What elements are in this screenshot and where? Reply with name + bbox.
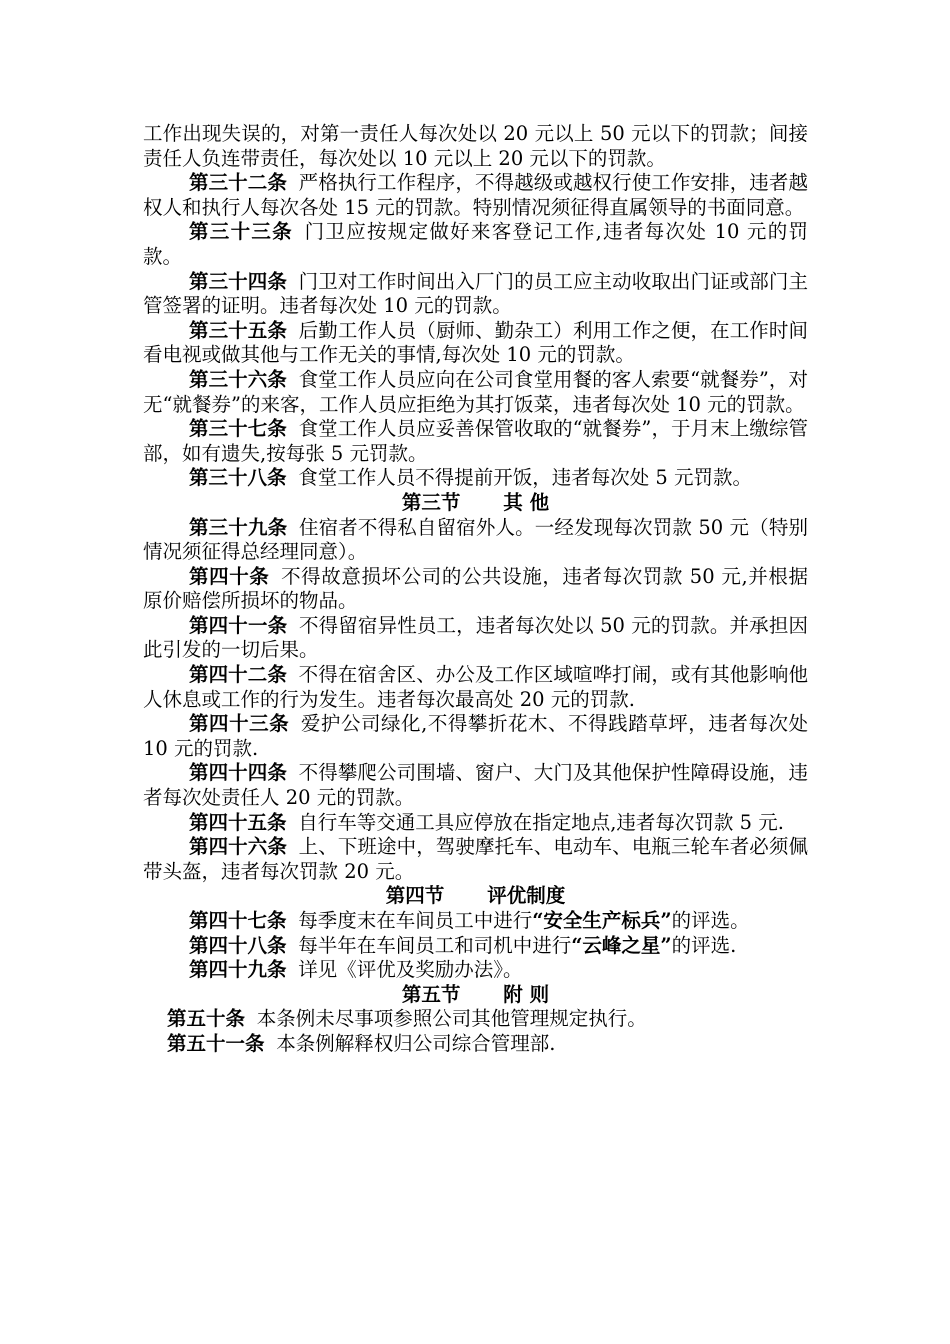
section-title: 评优制度 [487,884,566,908]
section-4-heading [143,884,808,909]
section-label: 第三节 [401,490,461,514]
section-title: 附 则 [503,982,550,1006]
article-50 [143,1007,808,1032]
article-43 [143,712,808,761]
article-number: 第四十四条 [189,761,287,785]
article-number: 第四十一条 [189,613,288,637]
document-page [143,122,808,1057]
article-41 [143,614,808,663]
article-44 [143,761,808,810]
section-title: 其 他 [503,490,550,514]
article-number: 第四十三条 [189,712,290,736]
article-number: 第三十三条 [189,220,293,244]
article-text-end: 的评选。 [671,909,750,932]
award-name: “云峰之星” [571,933,672,957]
continuation-line-1: 工作出现失误的，对第一责任人每次处以 20 元以上 50 元以下的罚 [143,122,730,145]
article-32 [143,171,808,220]
article-51 [143,1032,808,1057]
article-number: 第四十五条 [189,810,287,834]
article-text: 上、下班途中，驾驶摩托车、电动车、电瓶三轮车者必须佩带头盔，违者每次罚款 20 元。 [143,835,808,883]
article-46 [143,835,808,884]
article-text: 不得攀爬公司围墙、窗户、大门及其他保护性障碍设施，违者每次处责任人 20 元的罚款。 [143,761,808,810]
article-text: 严格执行工作程序，不得越级或越权行使工作安排，违者越权人和执行人每次各处 15 元的罚款。特别情况须征得直属领导的书面同意。 [143,171,808,219]
article-text: 每半年在车间员工和司机中进行 [298,933,572,957]
article-34 [143,270,808,319]
article-45 [143,811,808,836]
article-35 [143,319,808,368]
article-number: 第三十八条 [189,466,287,490]
article-text: 后勤工作人员（厨师、勤杂工）利用工作之便，在工作时间看电视或做其他与工作无关的事情,每次处 10 元的罚款。 [143,318,808,367]
article-number: 第三十四条 [189,269,287,293]
article-40 [143,565,808,614]
article-42 [143,663,808,712]
article-number: 第四十八条 [189,933,287,957]
article-number: 第五十一条 [167,1031,265,1055]
article-36 [143,368,808,417]
article-text: 不得在宿舍区、办公及工作区域喧哗打闹，或有其他影响他人休息或工作的行为发生。违者每次最高处 20 元的罚款. [143,663,808,711]
article-text: 本条例未尽事项参照公司其他管理规定执行。 [256,1007,647,1031]
article-39 [143,516,808,565]
article-text-end: 的评选. [671,933,737,957]
section-label: 第五节 [401,982,461,1006]
article-text: 食堂工作人员应向在公司食堂用餐的客人索要“就餐券”，对无“就餐券”的来客，工作人员应拒绝为其打饭菜，违者每次处 10 元的罚款。 [143,367,808,416]
article-text: 爱护公司绿化,不得攀折花木、不得践踏草坪，违者每次处 10 元的罚款. [143,712,808,760]
article-number: 第三十七条 [189,417,287,441]
article-number: 第四十条 [189,564,270,588]
section-label: 第四节 [385,884,445,908]
article-text: 门卫对工作时间出入厂门的员工应主动收取出门证或部门主管签署的证明。违者每次处 10 元的罚款。 [143,269,808,318]
article-38 [143,466,808,491]
section-5-heading [143,983,808,1008]
article-number: 第四十九条 [189,958,287,982]
section-3-heading [143,491,808,516]
article-number: 第四十七条 [189,909,287,932]
article-47 [143,909,808,934]
article-text: 食堂工作人员应妥善保管收取的“就餐券”，于月末上缴综管部，如有遗失,按每张 5 元罚款。 [143,417,808,465]
continuation-paragraph [143,122,808,171]
article-text: 不得故意损坏公司的公共设施，违者每次罚款 50 元,并根据原价赔偿所损坏的物品。 [143,564,808,613]
article-49 [143,958,808,983]
article-number: 第四十六条 [189,835,287,859]
article-number: 第五十条 [167,1007,246,1031]
article-number: 第四十二条 [189,663,287,687]
award-name: “安全生产标兵” [532,909,672,932]
article-number: 第三十九条 [189,515,288,539]
article-text: 本条例解释权归公司综合管理部. [276,1031,556,1055]
article-text: 不得留宿异性员工，违者每次处以 50 元的罚款。并承担因此引发的一切后果。 [143,613,808,662]
article-text: 详见《评优及奖励办法》。 [298,958,523,982]
article-48 [143,934,808,959]
article-text: 自行车等交通工具应停放在指定地点,违者每次罚款 5 元. [298,810,784,834]
article-text: 每季度末在车间员工中进行 [298,909,533,932]
article-number: 第三十六条 [189,367,287,391]
article-number: 第三十二条 [189,171,287,195]
article-number: 第三十五条 [189,318,287,342]
article-text: 住宿者不得私自留宿外人。一经发现每次罚款 50 元（特别情况须征得总经理同意）。 [143,515,808,564]
article-text: 门卫应按规定做好来客登记工作,违者每次处 10 元的罚款。 [143,220,808,268]
article-33 [143,220,808,269]
continuation-line-2: 款；间接责任人负连带责任，每次处以 10 元以上 20 元以下的罚款。 [143,122,808,170]
article-text: 食堂工作人员不得提前开饭，违者每次处 5 元罚款。 [298,466,753,490]
article-37 [143,417,808,466]
